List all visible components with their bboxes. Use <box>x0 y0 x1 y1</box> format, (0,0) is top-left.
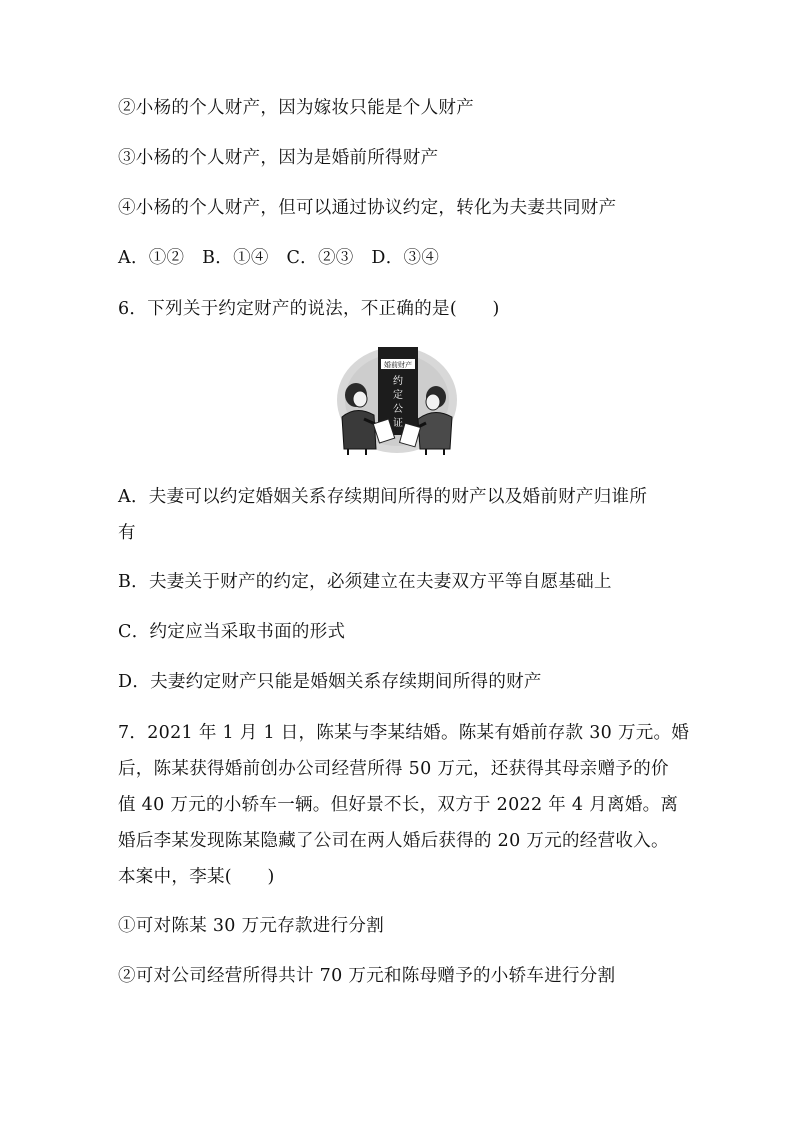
q7-statement-1: ①可对陈某 30 万元存款进行分割 <box>118 916 384 936</box>
notary-illustration <box>334 345 460 455</box>
question-7-line3: 值 40 万元的小轿车一辆。但好景不长，双方于 2022 年 4 月离婚。离 <box>118 795 679 815</box>
option-3-text: ③小杨的个人财产，因为是婚前所得财产 <box>118 148 439 168</box>
question-7-line1: 7．2021 年 1 月 1 日，陈某与李某结婚。陈某有婚前存款 30 万元。婚 <box>118 723 690 743</box>
board-top-label: 婚前财产 <box>384 361 412 369</box>
q7-statement-2: ②可对公司经营所得共计 70 万元和陈母赠予的小轿车进行分割 <box>118 966 616 986</box>
board-char-4: 证 <box>393 418 403 429</box>
question-7-line4: 婚后李某发现陈某隐藏了公司在两人婚后获得的 20 万元的经营收入。 <box>118 831 669 851</box>
option-2-text: ②小杨的个人财产，因为嫁妆只能是个人财产 <box>118 98 474 118</box>
q6-option-d: D．夫妻约定财产只能是婚姻关系存续期间所得的财产 <box>118 672 542 692</box>
option-4-text: ④小杨的个人财产，但可以通过协议约定，转化为夫妻共同财产 <box>118 198 617 218</box>
answer-choices-q5: A．①② B．①④ C．②③ D．③④ <box>118 248 440 268</box>
question-7-line2: 后，陈某获得婚前创办公司经营所得 50 万元，还获得其母亲赠予的价 <box>118 759 669 779</box>
question-7-line5: 本案中，李某( ) <box>118 867 275 887</box>
board-char-2: 定 <box>393 390 403 401</box>
question-6-stem: 6．下列关于约定财产的说法，不正确的是( ) <box>118 299 500 319</box>
board-char-1: 约 <box>393 376 403 387</box>
q6-option-c: C．约定应当采取书面的形式 <box>118 622 346 642</box>
q6-option-a-line2: 有 <box>118 523 136 543</box>
q6-option-a-line1: A．夫妻可以约定婚姻关系存续期间所得的财产以及婚前财产归谁所 <box>118 487 648 507</box>
q6-option-b: B．夫妻关于财产的约定，必须建立在夫妻双方平等自愿基础上 <box>118 572 612 592</box>
board-char-3: 公 <box>393 404 403 415</box>
